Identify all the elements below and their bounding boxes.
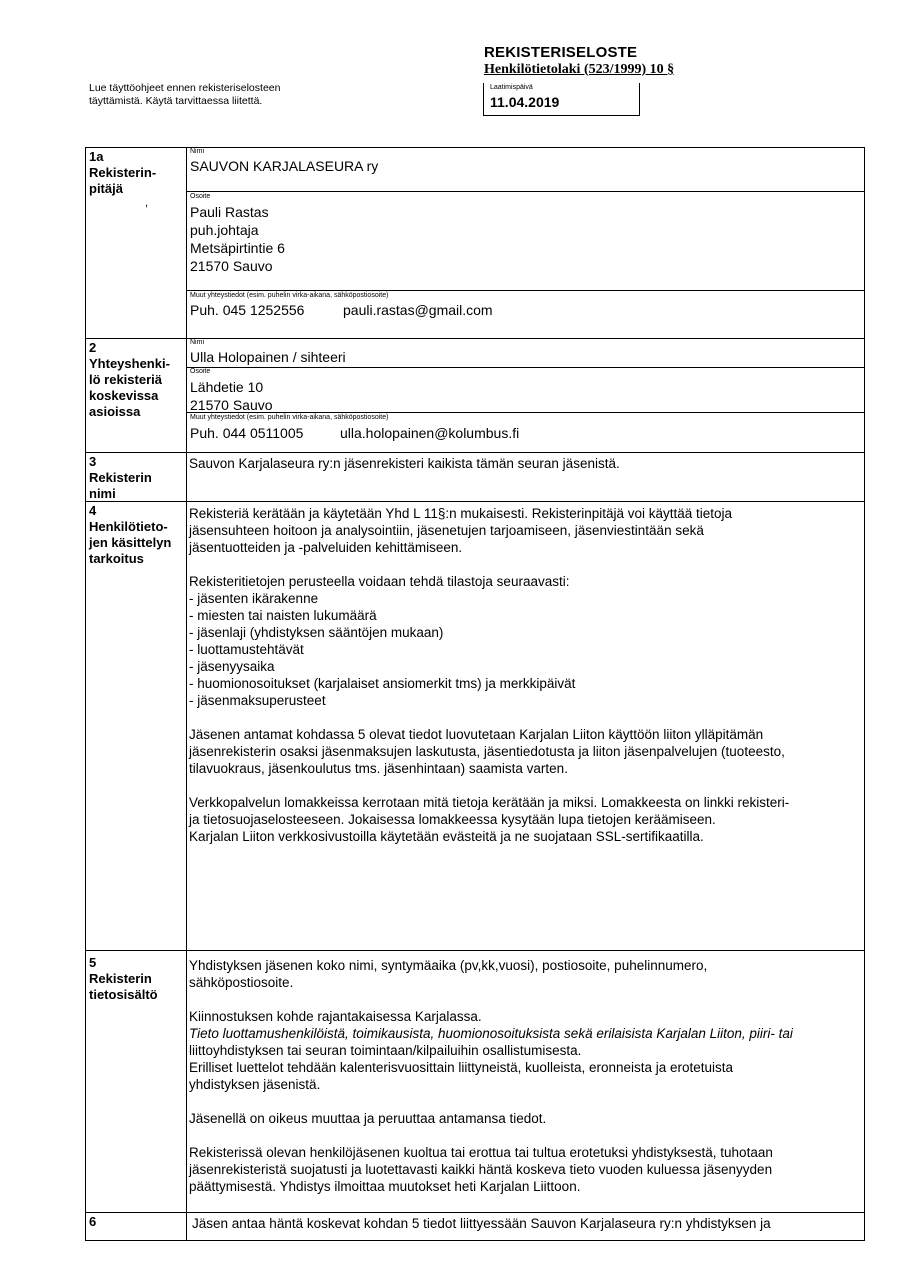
date-label: Laatimispäivä — [490, 84, 533, 91]
section-label-line: koskevissa — [89, 388, 159, 403]
contact-person-name[interactable]: Ulla Holopainen / sihteeri — [190, 349, 346, 365]
field-divider — [186, 290, 865, 291]
registrar-name[interactable]: SAUVON KARJALASEURA ry — [190, 158, 379, 174]
list-item: - luottamustehtävät — [189, 642, 304, 657]
address-label: Osoite — [190, 368, 211, 375]
text-line: Rekisteritietojen perusteella voidaan tehdä tilastoja seuraavasti: — [189, 574, 570, 589]
section-label-line: pitäjä — [89, 181, 123, 196]
registrar-email[interactable]: pauli.rastas@gmail.com — [343, 302, 493, 318]
text-line: liittoyhdistyksen tai seuran toimintaan/kilpailuihin osallistumisesta. — [189, 1043, 582, 1058]
content-text — [189, 957, 862, 1195]
registrar-address[interactable] — [190, 203, 285, 275]
list-item: - jäsenlaji (yhdistyksen sääntöjen mukaan) — [189, 625, 444, 640]
address-line: Pauli Rastas — [190, 204, 269, 220]
text-line: sähköpostiosoite. — [189, 975, 294, 990]
contact-label: Muut yhteystiedot (esim. puhelin virka-aikana, sähköpostiosoite) — [190, 414, 389, 421]
section-number: 5 — [89, 955, 97, 970]
text-line: Verkkopalvelun lomakkeissa kerrotaan mitä tietoja kerätään ja miksi. Lomakkeesta on linkki rekisteri- — [189, 795, 790, 810]
contact-person-phone[interactable]: Puh. 044 0511005 — [190, 425, 304, 441]
text-line: Karjalan Liiton verkkosivustoilla käytetään evästeitä ja ne suojataan SSL-sertifikaatilla. — [189, 829, 704, 844]
section-label-line: tietosisältö — [89, 987, 158, 1002]
section-3-label — [89, 454, 152, 502]
list-item: - jäsenten ikärakenne — [189, 591, 319, 606]
section-label-line: Yhteyshenki- — [89, 356, 170, 371]
text-line: Rekisterissä olevan henkilöjäsenen kuoltua tai erottua tai tultua erotetuksi yhdistyksestä, tuhotaan — [189, 1145, 773, 1160]
section-label-line: jen käsittelyn — [89, 535, 172, 550]
section-label-line: Rekisterin- — [89, 165, 157, 180]
section-label-line: Rekisterin — [89, 470, 152, 485]
purpose-text — [189, 505, 862, 845]
section-label-line: nimi — [89, 486, 116, 501]
register-name-text: Sauvon Karjalaseura ry:n jäsenrekisteri kaikista tämän seuran jäsenistä. — [189, 456, 620, 471]
section-4-label — [89, 503, 171, 567]
text-line: ja tietosuojaselosteeseen. Jokaisessa lomakkeessa kysytään lupa tietojen keräämiseen. — [189, 812, 716, 827]
text-line: Erilliset luettelot tehdään kalenterisvuosittain liittyneistä, kuolleista, eronneista ja erotetuista — [189, 1060, 734, 1075]
address-line: 21570 Sauvo — [190, 397, 273, 413]
law-reference: Henkilötietolaki (523/1999) 10 § — [484, 62, 675, 77]
section-label-line: Rekisterin — [89, 971, 152, 986]
address-line: Lähdetie 10 — [190, 379, 264, 395]
contact-label: Muut yhteystiedot (esim. puhelin virka-aikana, sähköpostiosoite) — [190, 292, 389, 299]
text-line: Kiinnostuksen kohde rajantakaisessa Karjalassa. — [189, 1009, 482, 1024]
list-item: - jäsenmaksuperusteet — [189, 693, 326, 708]
date-box[interactable] — [483, 83, 640, 116]
section-5-label — [89, 955, 158, 1003]
section-divider — [85, 1212, 865, 1213]
text-line: Rekisteriä kerätään ja käytetään Yhd L 11§:n mukaisesti. Rekisterinpitäjä voi käyttää tietoja — [189, 506, 733, 521]
section-6-label — [89, 1214, 96, 1230]
text-line: jäsentuotteiden ja -palveluiden kehittämiseen. — [189, 540, 463, 555]
document-title: REKISTERISELOSTE — [484, 44, 638, 61]
section-number: 2 — [89, 340, 97, 355]
text-line: yhdistyksen jäsenistä. — [189, 1077, 321, 1092]
name-label: Nimi — [190, 148, 204, 155]
text-line: Jäsenen antamat kohdassa 5 olevat tiedot luovutetaan Karjalan Liiton käyttöön liiton ylläpitämän — [189, 727, 764, 742]
instructions-line: Lue täyttöohjeet ennen rekisteriselosteen — [89, 82, 281, 94]
address-line: puh.johtaja — [190, 222, 259, 238]
list-item: - huomionosoitukset (karjalaiset ansiomerkit tms) ja merkkipäivät — [189, 676, 576, 691]
instructions-line: täyttämistä. Käytä tarvittaessa liitettä. — [89, 95, 263, 107]
text-line: jäsensuhteen hoitoon ja analysointiin, jäsenetujen tarjoamiseen, jäsenviestintään sekä — [189, 523, 704, 538]
address-line: 21570 Sauvo — [190, 258, 273, 274]
instructions — [89, 82, 349, 108]
address-label: Osoite — [190, 193, 211, 200]
contact-person-address[interactable] — [190, 378, 273, 414]
list-item: - jäsenyysaika — [189, 659, 275, 674]
section-1a-label — [89, 149, 156, 197]
text-line: tilavuokraus, jäsenkoulutus tms. jäsenhintaan) saamista varten. — [189, 761, 568, 776]
name-label: Nimi — [190, 339, 204, 346]
field-divider — [186, 191, 865, 192]
section-number: 4 — [89, 503, 97, 518]
section-label-line: Henkilötieto- — [89, 519, 168, 534]
section-divider — [85, 950, 865, 951]
section-label-line: asioissa — [89, 404, 141, 419]
section-number: 1a — [89, 149, 104, 164]
registrar-phone[interactable]: Puh. 045 1252556 — [190, 302, 305, 318]
date-value: 11.04.2019 — [490, 94, 560, 110]
text-line: Jäsenellä on oikeus muuttaa ja peruuttaa antamansa tiedot. — [189, 1111, 547, 1126]
section-label-line: lö rekisteriä — [89, 372, 162, 387]
text-line: jäsenrekisteristä suojatusti ja luotettavasti kaikki häntä koskeva tieto vuoden kuluessa jäsenyyden — [189, 1162, 773, 1177]
text-line: Tieto luottamushenkilöistä, toimikausista, huomionosoituksista sekä erilaisista Karjalan Liiton, piiri- tai — [189, 1026, 793, 1041]
column-divider — [186, 147, 187, 1241]
contact-person-email[interactable]: ulla.holopainen@kolumbus.fi — [340, 425, 520, 441]
address-line: Metsäpirtintie 6 — [190, 240, 285, 256]
text-line: jäsenrekisterin osaksi jäsenmaksujen laskutusta, jäsentiedotusta ja liiton jäsenpalvelujen (tuoteesto, — [189, 744, 785, 759]
collection-text: Jäsen antaa häntä koskevat kohdan 5 tiedot liittyessään Sauvon Karjalaseura ry:n yhdistyksen ja — [192, 1216, 771, 1231]
field-divider — [186, 367, 865, 368]
field-divider — [186, 412, 865, 413]
section-number: 3 — [89, 454, 97, 469]
text-line: päättymisestä. Yhdistys ilmoittaa muutokset heti Karjalan Liittoon. — [189, 1179, 581, 1194]
section-divider — [85, 501, 865, 502]
text-line: Yhdistyksen jäsenen koko nimi, syntymäaika (pv,kk,vuosi), postiosoite, puhelinnumero, — [189, 958, 708, 973]
section-label-line: tarkoitus — [89, 551, 144, 566]
section-number: 6 — [89, 1214, 97, 1229]
section-divider — [85, 452, 865, 453]
section-2-label — [89, 340, 170, 420]
list-item: - miesten tai naisten lukumäärä — [189, 608, 377, 623]
